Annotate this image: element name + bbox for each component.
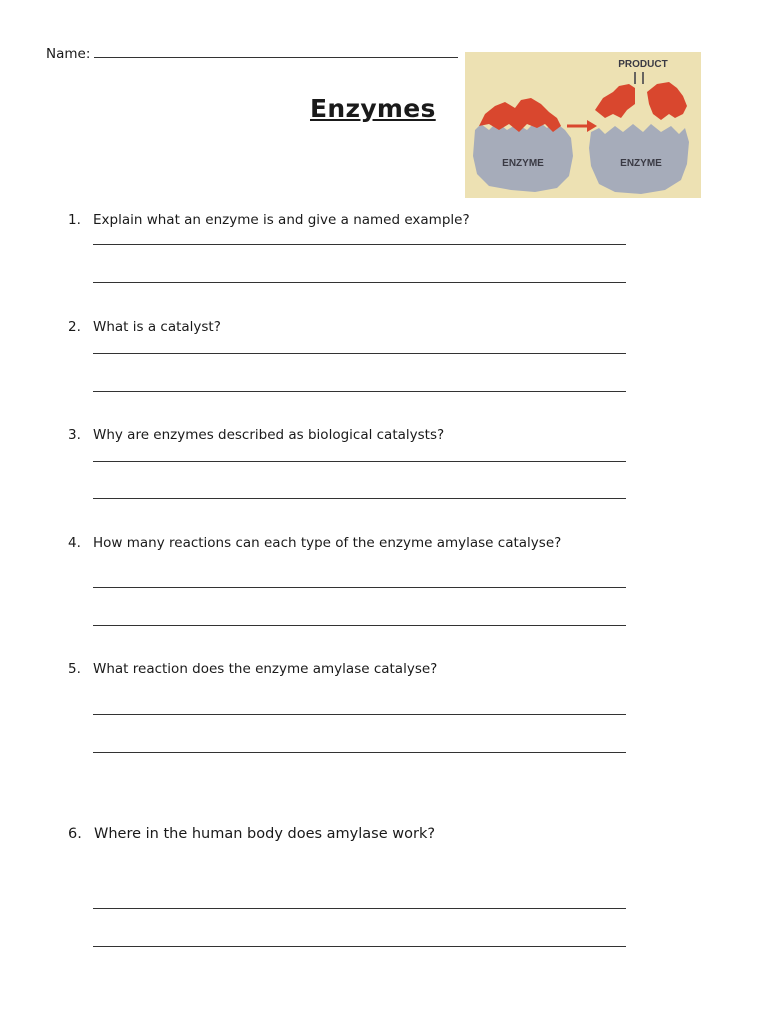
answer-line[interactable] [93,752,626,753]
enzyme-right-label: ENZYME [620,158,662,169]
answer-line[interactable] [93,714,626,715]
question-4 [68,535,561,551]
substrate-left-shape [479,98,561,132]
product-label: PRODUCT [618,59,668,70]
enzyme-left-label: ENZYME [502,158,544,169]
question-3 [68,427,444,443]
product-right-shape [647,82,687,120]
question-number: 3. [68,427,81,443]
question-text: What is a catalyst? [93,319,221,335]
answer-line[interactable] [93,391,626,392]
question-number: 2. [68,319,81,335]
question-text: Explain what an enzyme is and give a named example? [93,212,470,228]
question-2 [68,319,221,335]
answer-line[interactable] [93,244,626,245]
question-5 [68,661,437,677]
answer-line[interactable] [93,625,626,626]
answer-line[interactable] [93,908,626,909]
answer-line[interactable] [93,353,626,354]
question-number: 6. [68,826,82,842]
answer-line[interactable] [93,498,626,499]
enzyme-left-shape [473,120,573,192]
question-text: What reaction does the enzyme amylase catalyse? [93,661,438,677]
answer-line[interactable] [93,461,626,462]
enzyme-diagram [465,52,701,198]
answer-line[interactable] [93,946,626,947]
name-label: Name: [46,46,91,62]
name-field[interactable] [46,44,458,62]
question-number: 4. [68,535,81,551]
question-text: Why are enzymes described as biological catalysts? [93,427,445,443]
answer-line[interactable] [93,587,626,588]
question-number: 1. [68,212,81,228]
question-number: 5. [68,661,81,677]
name-blank-line[interactable] [94,44,458,58]
worksheet-title: Enzymes [310,94,436,123]
question-text: Where in the human body does amylase work? [94,826,436,842]
question-text: How many reactions can each type of the enzyme amylase catalyse? [93,535,562,551]
question-1 [68,212,470,228]
answer-line[interactable] [93,282,626,283]
question-6 [68,826,435,842]
product-left-shape [595,84,635,118]
